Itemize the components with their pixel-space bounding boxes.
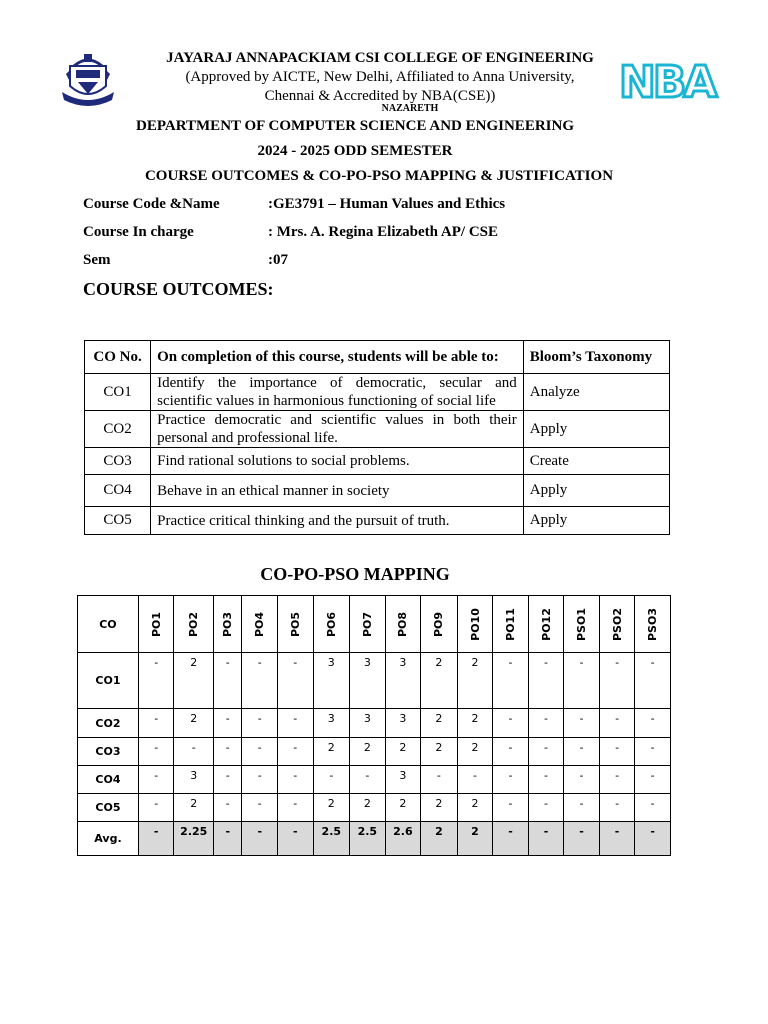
mapping-column-header (214, 596, 242, 653)
column-header-blooms: Bloom’s Taxonomy (523, 341, 669, 374)
mapping-cell: - (564, 794, 600, 822)
mapping-cell: - (138, 738, 174, 766)
mapping-column-header-label: PSO1 (575, 607, 589, 641)
mapping-cell: - (635, 794, 671, 822)
mapping-row-label: CO3 (78, 738, 139, 766)
mapping-cell: - (242, 822, 278, 856)
course-incharge-label: Course In charge (83, 224, 194, 240)
mapping-cell: 2 (457, 794, 493, 822)
mapping-column-header: CO (78, 596, 139, 653)
mapping-cell: - (635, 822, 671, 856)
mapping-column-header-label: PO6 (324, 611, 338, 637)
co-number: CO3 (85, 448, 151, 475)
mapping-cell: - (599, 738, 635, 766)
mapping-cell: - (564, 653, 600, 709)
mapping-cell: - (528, 822, 564, 856)
mapping-column-header (278, 596, 314, 653)
mapping-column-header-label: PO9 (432, 611, 446, 637)
mapping-cell: 2 (457, 822, 493, 856)
mapping-cell: - (174, 738, 214, 766)
mapping-column-header (174, 596, 214, 653)
mapping-row (78, 709, 671, 738)
column-header-co-no: CO No. (85, 341, 151, 374)
department-name: DEPARTMENT OF COMPUTER SCIENCE AND ENGINEERING (136, 118, 574, 134)
mapping-column-header (635, 596, 671, 653)
mapping-cell: - (457, 766, 493, 794)
mapping-row-label: CO1 (78, 653, 139, 709)
mapping-cell: - (528, 653, 564, 709)
blooms-level: Apply (523, 507, 669, 535)
mapping-cell: 2.25 (174, 822, 214, 856)
course-code-value: :GE3791 – Human Values and Ethics (268, 196, 506, 212)
mapping-column-header (457, 596, 493, 653)
mapping-cell: - (313, 766, 350, 794)
mapping-cell: - (214, 822, 242, 856)
co-description: Find rational solutions to social problems. (151, 448, 524, 475)
mapping-cell: 2 (350, 738, 386, 766)
mapping-cell: - (599, 794, 635, 822)
mapping-title: CO-PO-PSO MAPPING (260, 564, 450, 584)
mapping-cell: - (214, 653, 242, 709)
mapping-cell: - (278, 822, 314, 856)
mapping-cell: - (278, 794, 314, 822)
mapping-cell: 3 (174, 766, 214, 794)
mapping-cell: 2 (313, 794, 350, 822)
mapping-cell: 2 (421, 653, 458, 709)
mapping-row (78, 653, 671, 709)
mapping-column-header-label: PSO3 (646, 607, 660, 641)
co-description: Behave in an ethical manner in society (151, 475, 524, 507)
mapping-cell: 3 (313, 653, 350, 709)
mapping-header-row (78, 596, 671, 653)
mapping-column-header (138, 596, 174, 653)
mapping-column-header (528, 596, 564, 653)
mapping-cell: - (528, 766, 564, 794)
course-incharge-value: : Mrs. A. Regina Elizabeth AP/ CSE (268, 224, 499, 240)
mapping-cell: - (564, 738, 600, 766)
mapping-cell: - (493, 738, 529, 766)
mapping-cell: 2 (457, 709, 493, 738)
table-row (85, 507, 670, 535)
mapping-cell: - (278, 653, 314, 709)
semester-title: 2024 - 2025 ODD SEMESTER (257, 143, 453, 159)
mapping-cell: - (242, 766, 278, 794)
mapping-cell: - (564, 709, 600, 738)
mapping-column-header-label: PO2 (187, 611, 201, 637)
course-code-label: Course Code &Name (83, 196, 220, 212)
column-header-description: On completion of this course, students will be able to: (151, 341, 524, 374)
blooms-level: Analyze (523, 374, 669, 411)
sem-value: :07 (268, 252, 288, 268)
mapping-cell: - (242, 709, 278, 738)
svg-text:NBA: NBA (619, 57, 715, 108)
mapping-column-header (564, 596, 600, 653)
mapping-cell: - (564, 766, 600, 794)
mapping-average-row (78, 822, 671, 856)
co-number: CO5 (85, 507, 151, 535)
mapping-cell: 2 (457, 653, 493, 709)
mapping-cell: - (635, 709, 671, 738)
mapping-cell: - (138, 709, 174, 738)
mapping-cell: - (278, 738, 314, 766)
mapping-cell: - (138, 653, 174, 709)
mapping-column-header (599, 596, 635, 653)
co-po-pso-mapping-table (77, 595, 671, 856)
mapping-cell: 2 (350, 794, 386, 822)
blooms-level: Apply (523, 411, 669, 448)
mapping-cell: 2 (174, 653, 214, 709)
mapping-cell: - (599, 822, 635, 856)
mapping-cell: - (242, 794, 278, 822)
mapping-cell: 3 (350, 709, 386, 738)
approval-line-2: Chennai & Accredited by NBA(CSE)) (264, 88, 496, 104)
mapping-column-header (493, 596, 529, 653)
mapping-cell: - (493, 766, 529, 794)
mapping-cell: - (528, 738, 564, 766)
mapping-row (78, 766, 671, 794)
mapping-cell: - (214, 766, 242, 794)
mapping-cell: 2 (457, 738, 493, 766)
mapping-cell: - (564, 822, 600, 856)
mapping-column-header-label: PO1 (149, 611, 163, 637)
blooms-level: Create (523, 448, 669, 475)
mapping-column-header (242, 596, 278, 653)
mapping-cell: - (350, 766, 386, 794)
course-outcomes-table (84, 340, 670, 535)
mapping-column-header-label: PO11 (503, 607, 517, 641)
college-location: NAZARETH (381, 103, 439, 114)
mapping-column-header-label: PO4 (253, 611, 267, 637)
co-number: CO4 (85, 475, 151, 507)
mapping-cell: 3 (385, 709, 421, 738)
mapping-cell: 2 (174, 709, 214, 738)
mapping-column-header (313, 596, 350, 653)
co-description: Practice critical thinking and the pursuit of truth. (151, 507, 524, 535)
mapping-cell: - (421, 766, 458, 794)
mapping-cell: 2 (385, 794, 421, 822)
mapping-cell: 3 (313, 709, 350, 738)
mapping-column-header-label: PO3 (221, 611, 235, 637)
mapping-cell: - (278, 766, 314, 794)
mapping-column-header-label: PO5 (288, 611, 302, 637)
table-row (85, 448, 670, 475)
mapping-column-header-label: PSO2 (610, 607, 624, 641)
mapping-column-header (350, 596, 386, 653)
mapping-cell: - (493, 709, 529, 738)
mapping-cell: - (278, 709, 314, 738)
mapping-cell: 2 (174, 794, 214, 822)
mapping-cell: - (493, 794, 529, 822)
mapping-cell: - (214, 738, 242, 766)
mapping-cell: - (242, 653, 278, 709)
course-outcomes-heading: COURSE OUTCOMES: (83, 279, 274, 299)
mapping-cell: - (599, 709, 635, 738)
mapping-cell: - (214, 709, 242, 738)
mapping-cell: 3 (385, 766, 421, 794)
mapping-row (78, 738, 671, 766)
co-number: CO2 (85, 411, 151, 448)
approval-line-1: (Approved by AICTE, New Delhi, Affiliated to Anna University, (185, 69, 575, 85)
mapping-row-label: Avg. (78, 822, 139, 856)
mapping-cell: 2.5 (350, 822, 386, 856)
mapping-cell: - (138, 766, 174, 794)
mapping-cell: - (214, 794, 242, 822)
mapping-cell: - (493, 822, 529, 856)
mapping-column-header (421, 596, 458, 653)
mapping-row-label: CO2 (78, 709, 139, 738)
mapping-column-header-label: PO8 (396, 611, 410, 637)
mapping-cell: 2 (385, 738, 421, 766)
mapping-cell: 2 (421, 709, 458, 738)
mapping-cell: 3 (350, 653, 386, 709)
mapping-cell: - (493, 653, 529, 709)
mapping-cell: - (599, 653, 635, 709)
mapping-cell: - (635, 766, 671, 794)
table-row (85, 374, 670, 411)
mapping-cell: - (528, 794, 564, 822)
mapping-cell: 2.6 (385, 822, 421, 856)
table-header-row (85, 341, 670, 374)
college-crest-logo (60, 52, 116, 106)
mapping-column-header-label: PO10 (468, 607, 482, 641)
mapping-cell: 2.5 (313, 822, 350, 856)
mapping-column-header-label: PO7 (360, 611, 374, 637)
mapping-cell: - (138, 794, 174, 822)
sem-label: Sem (83, 252, 111, 268)
mapping-cell: - (528, 709, 564, 738)
co-description: Practice democratic and scientific values in both their personal and professional life. (151, 411, 524, 448)
mapping-cell: 3 (385, 653, 421, 709)
co-description: Identify the importance of democratic, secular and scientific values in harmonious functioning of social life (151, 374, 524, 411)
mapping-row-label: CO4 (78, 766, 139, 794)
blooms-level: Apply (523, 475, 669, 507)
mapping-cell: 2 (421, 822, 458, 856)
mapping-cell: - (599, 766, 635, 794)
college-name: JAYARAJ ANNAPACKIAM CSI COLLEGE OF ENGINEERING (166, 50, 594, 66)
mapping-cell: - (635, 653, 671, 709)
co-number: CO1 (85, 374, 151, 411)
table-row (85, 411, 670, 448)
mapping-row-label: CO5 (78, 794, 139, 822)
mapping-cell: - (138, 822, 174, 856)
mapping-cell: 2 (313, 738, 350, 766)
approval-text (150, 68, 610, 106)
mapping-cell: 2 (421, 794, 458, 822)
nba-logo (617, 55, 715, 108)
mapping-row (78, 794, 671, 822)
table-row (85, 475, 670, 507)
document-heading: COURSE OUTCOMES & CO-PO-PSO MAPPING & JUSTIFICATION (144, 168, 614, 184)
mapping-cell: 2 (421, 738, 458, 766)
mapping-cell: - (635, 738, 671, 766)
mapping-column-header-label: PO12 (539, 607, 553, 641)
mapping-column-header (385, 596, 421, 653)
mapping-cell: - (242, 738, 278, 766)
